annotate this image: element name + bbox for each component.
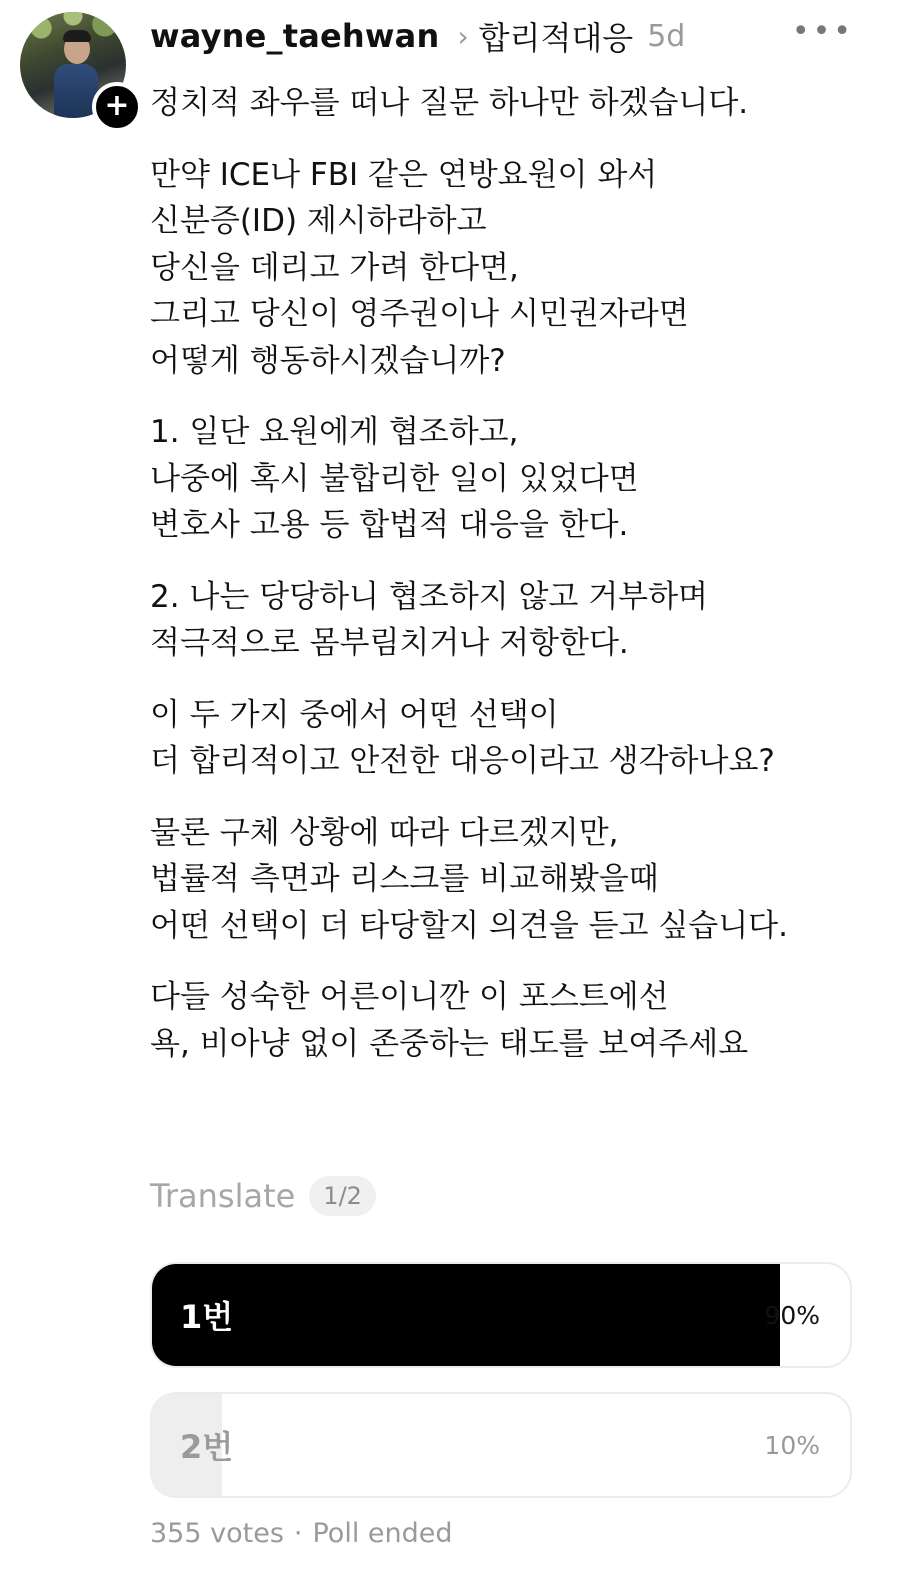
vote-count: 355 votes: [150, 1518, 284, 1549]
post-timestamp: 5d: [647, 18, 686, 54]
post-line: 법률적 측면과 리스크를 비교해봤을때: [150, 861, 659, 897]
page-indicator: 1/2: [309, 1176, 376, 1216]
poll-option-1-percent: 90%: [764, 1300, 820, 1330]
post-line: 적극적으로 몸부림치거나 저항한다.: [150, 625, 629, 661]
meta-separator: ·: [293, 1518, 303, 1549]
poll-meta: [150, 1518, 453, 1549]
post-line: 어떻게 행동하시겠습니까?: [150, 342, 506, 379]
post-body: [150, 80, 870, 1092]
topic-tag[interactable]: 합리적대응: [478, 19, 634, 57]
translate-row: [150, 1176, 376, 1216]
post-line: 다들 성숙한 어른이니깐 이 포스트에선: [150, 979, 669, 1015]
post-line: 욕, 비아냥 없이 존중하는 태도를 보여주세요: [150, 1025, 749, 1062]
post-line: 1. 일단 요원에게 협조하고,: [150, 414, 519, 450]
post-line: 신분증(ID) 제시하라하고: [150, 203, 487, 239]
post-paragraph: [150, 692, 870, 785]
post-line: 변호사 고용 등 합법적 대응을 한다.: [150, 507, 629, 543]
follow-plus-button[interactable]: +: [92, 82, 142, 132]
post-line: 어떤 선택이 더 타당할지 의견을 듣고 싶습니다.: [150, 907, 788, 944]
post-line: 이 두 가지 중에서 어떤 선택이: [150, 696, 559, 733]
post-paragraph: [150, 409, 870, 549]
poll-option-1[interactable]: [150, 1262, 852, 1368]
post-paragraph: [150, 810, 870, 950]
post-line: 당신을 데리고 가려 한다면,: [150, 249, 519, 286]
post-line: 물론 구체 상황에 따라 다르겠지만,: [150, 814, 619, 851]
chevron-right-icon: ›: [457, 19, 469, 53]
post-header: [150, 12, 860, 60]
author-avatar[interactable]: [20, 12, 130, 123]
post-line: 2. 나는 당당하니 협조하지 않고 거부하며: [150, 578, 708, 615]
poll-option-1-bar: [152, 1264, 780, 1366]
post-paragraph: [150, 80, 870, 127]
post-line: 정치적 좌우를 떠나 질문 하나만 하겠습니다.: [150, 85, 749, 121]
poll-status: Poll ended: [312, 1518, 453, 1549]
poll-option-2-label: 2번: [180, 1428, 234, 1466]
poll-option-2-percent: 10%: [764, 1430, 820, 1460]
post-paragraph: [150, 574, 870, 667]
username-link[interactable]: wayne_taehwan: [150, 17, 440, 55]
poll-option-1-label: 1번: [180, 1298, 234, 1336]
more-options-icon[interactable]: •••: [791, 14, 854, 49]
post-paragraph: [150, 974, 870, 1067]
post-line: 만약 ICE나 FBI 같은 연방요원이 와서: [150, 156, 658, 193]
translate-link[interactable]: Translate: [150, 1177, 296, 1215]
post-line: 그리고 당신이 영주권이나 시민권자라면: [150, 296, 689, 332]
post-paragraph: [150, 152, 870, 385]
poll-option-2[interactable]: [150, 1392, 852, 1498]
post-line: 더 합리적이고 안전한 대응이라고 생각하나요?: [150, 743, 775, 779]
post-line: 나중에 혹시 불합리한 일이 있었다면: [150, 460, 639, 497]
